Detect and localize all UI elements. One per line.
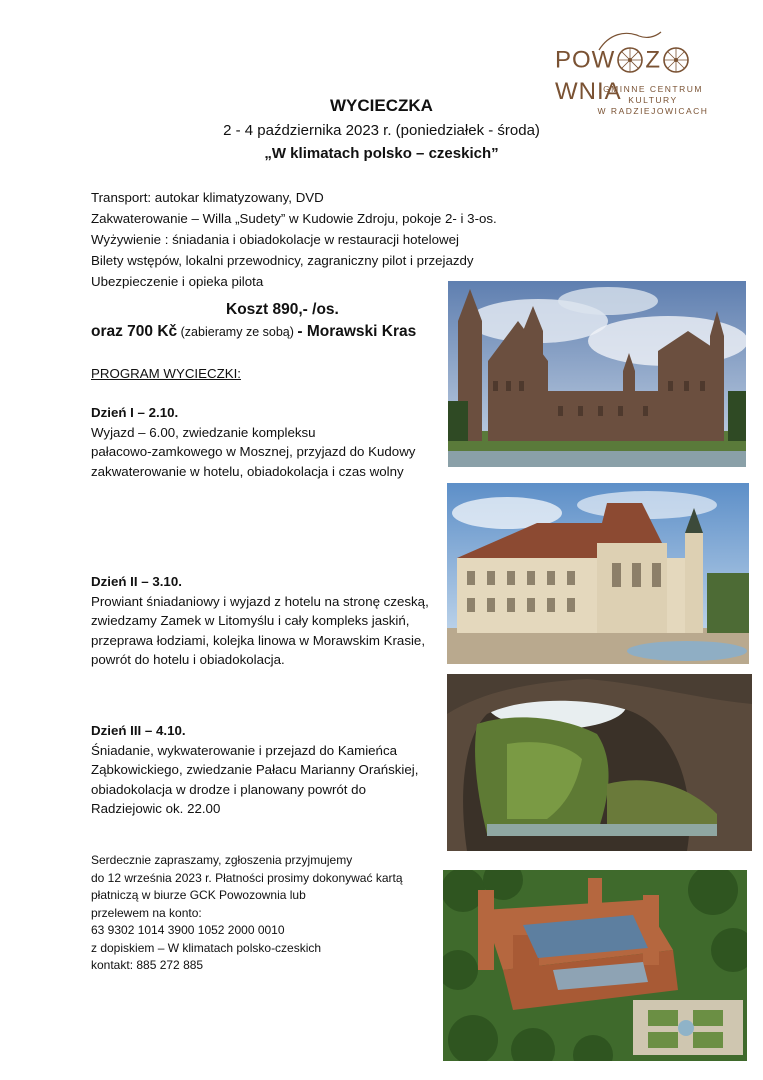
cost-line: Koszt 890,- /os.	[226, 301, 339, 318]
day-3-heading: Dzień III – 4.10.	[91, 723, 186, 738]
contact-line: do 12 września 2023 r. Płatności prosimy dokonywać kartą	[91, 870, 403, 885]
logo-text-left: POW	[555, 46, 616, 74]
palace-aerial-photo	[443, 870, 747, 1061]
contact-block	[91, 852, 403, 975]
day-3-line: obiadokolacja w drodze i planowany powrót do	[91, 781, 366, 797]
cost-destination: - Morawski Kras	[297, 323, 417, 340]
day-3-line: Radziejowic ok. 22.00	[91, 801, 221, 816]
cost-czk: oraz 700 Kč	[91, 323, 178, 340]
carriage-outline-icon	[595, 28, 665, 54]
day-3	[91, 721, 418, 819]
info-accommodation: Zakwaterowanie – Willa „Sudety” w Kudowie Zdroju, pokoje 2- i 3-os.	[91, 211, 497, 226]
logo-subtitle-line-1: GMINNE CENTRUM KULTURY	[603, 84, 703, 105]
trip-subtitle: „W klimatach polsko – czeskich”	[264, 145, 499, 162]
castle-photo	[448, 281, 746, 467]
page-title: WYCIECZKA	[330, 96, 433, 115]
contact-phone: kontakt: 885 272 885	[91, 958, 204, 972]
logo-text-right: WNIA	[555, 78, 622, 105]
info-meals: Wyżywienie : śniadania i obiadokolacje w restauracji hotelowej	[91, 232, 459, 247]
day-2-line: przeprawa łodziami, kolejka linowa w Morawskim Krasie,	[91, 632, 426, 648]
trip-info-list	[91, 187, 497, 292]
day-2-line: Prowiant śniadaniowy i wyjazd z hotelu na stronę czeską,	[91, 593, 429, 609]
info-tickets: Bilety wstępów, lokalni przewodnicy, zagraniczny pilot i przejazdy	[91, 253, 474, 268]
logo-subtitle-line-2: W RADZIEJOWICACH	[597, 106, 709, 116]
trip-dates: 2 - 4 października 2023 r. (poniedziałek - środa)	[223, 122, 540, 139]
day-1	[91, 403, 415, 481]
day-3-line: Ząbkowickiego, zwiedzanie Pałacu Marianny Orańskiej,	[91, 762, 419, 777]
info-transport: Transport: autokar klimatyzowany, DVD	[91, 190, 324, 205]
contact-line: płatniczą w biurze GCK Powozownia lub	[91, 888, 306, 902]
day-2	[91, 572, 429, 670]
cave-photo	[447, 674, 752, 851]
bank-account-number: 63 9302 1014 3900 1052 2000 0010	[91, 923, 285, 937]
day-1-heading: Dzień I – 2.10.	[91, 405, 179, 420]
day-2-line: powrót do hotelu i obiadokolacja.	[91, 652, 285, 667]
info-insurance: Ubezpieczenie i opieka pilota	[91, 274, 264, 289]
contact-line: przelewem na konto:	[91, 905, 202, 920]
day-2-heading: Dzień II – 3.10.	[91, 574, 182, 589]
contact-line: Serdecznie zapraszamy, zgłoszenia przyjmujemy	[91, 853, 353, 867]
logo-text-mid: Z	[645, 46, 661, 74]
cost-note: (zabieramy ze sobą)	[177, 325, 298, 339]
day-2-line: zwiedzamy Zamek w Litomyślu i cały kompleks jaskiń,	[91, 613, 410, 628]
day-1-line: zakwaterowanie w hotelu, obiadokolacja i czas wolny	[91, 463, 404, 479]
day-1-line: Wyjazd – 6.00, zwiedzanie kompleksu	[91, 424, 316, 440]
renaissance-castle-photo	[447, 483, 749, 664]
day-3-line: Śniadanie, wykwaterowanie i przejazd do Kamieńca	[91, 742, 397, 758]
contact-line: z dopiskiem – W klimatach polsko-czeskich	[91, 940, 322, 955]
day-1-line: pałacowo-zamkowego w Mosznej, przyjazd do Kudowy	[91, 444, 416, 459]
program-heading: PROGRAM WYCIECZKI:	[91, 366, 241, 381]
cost-extra-line	[91, 323, 416, 341]
